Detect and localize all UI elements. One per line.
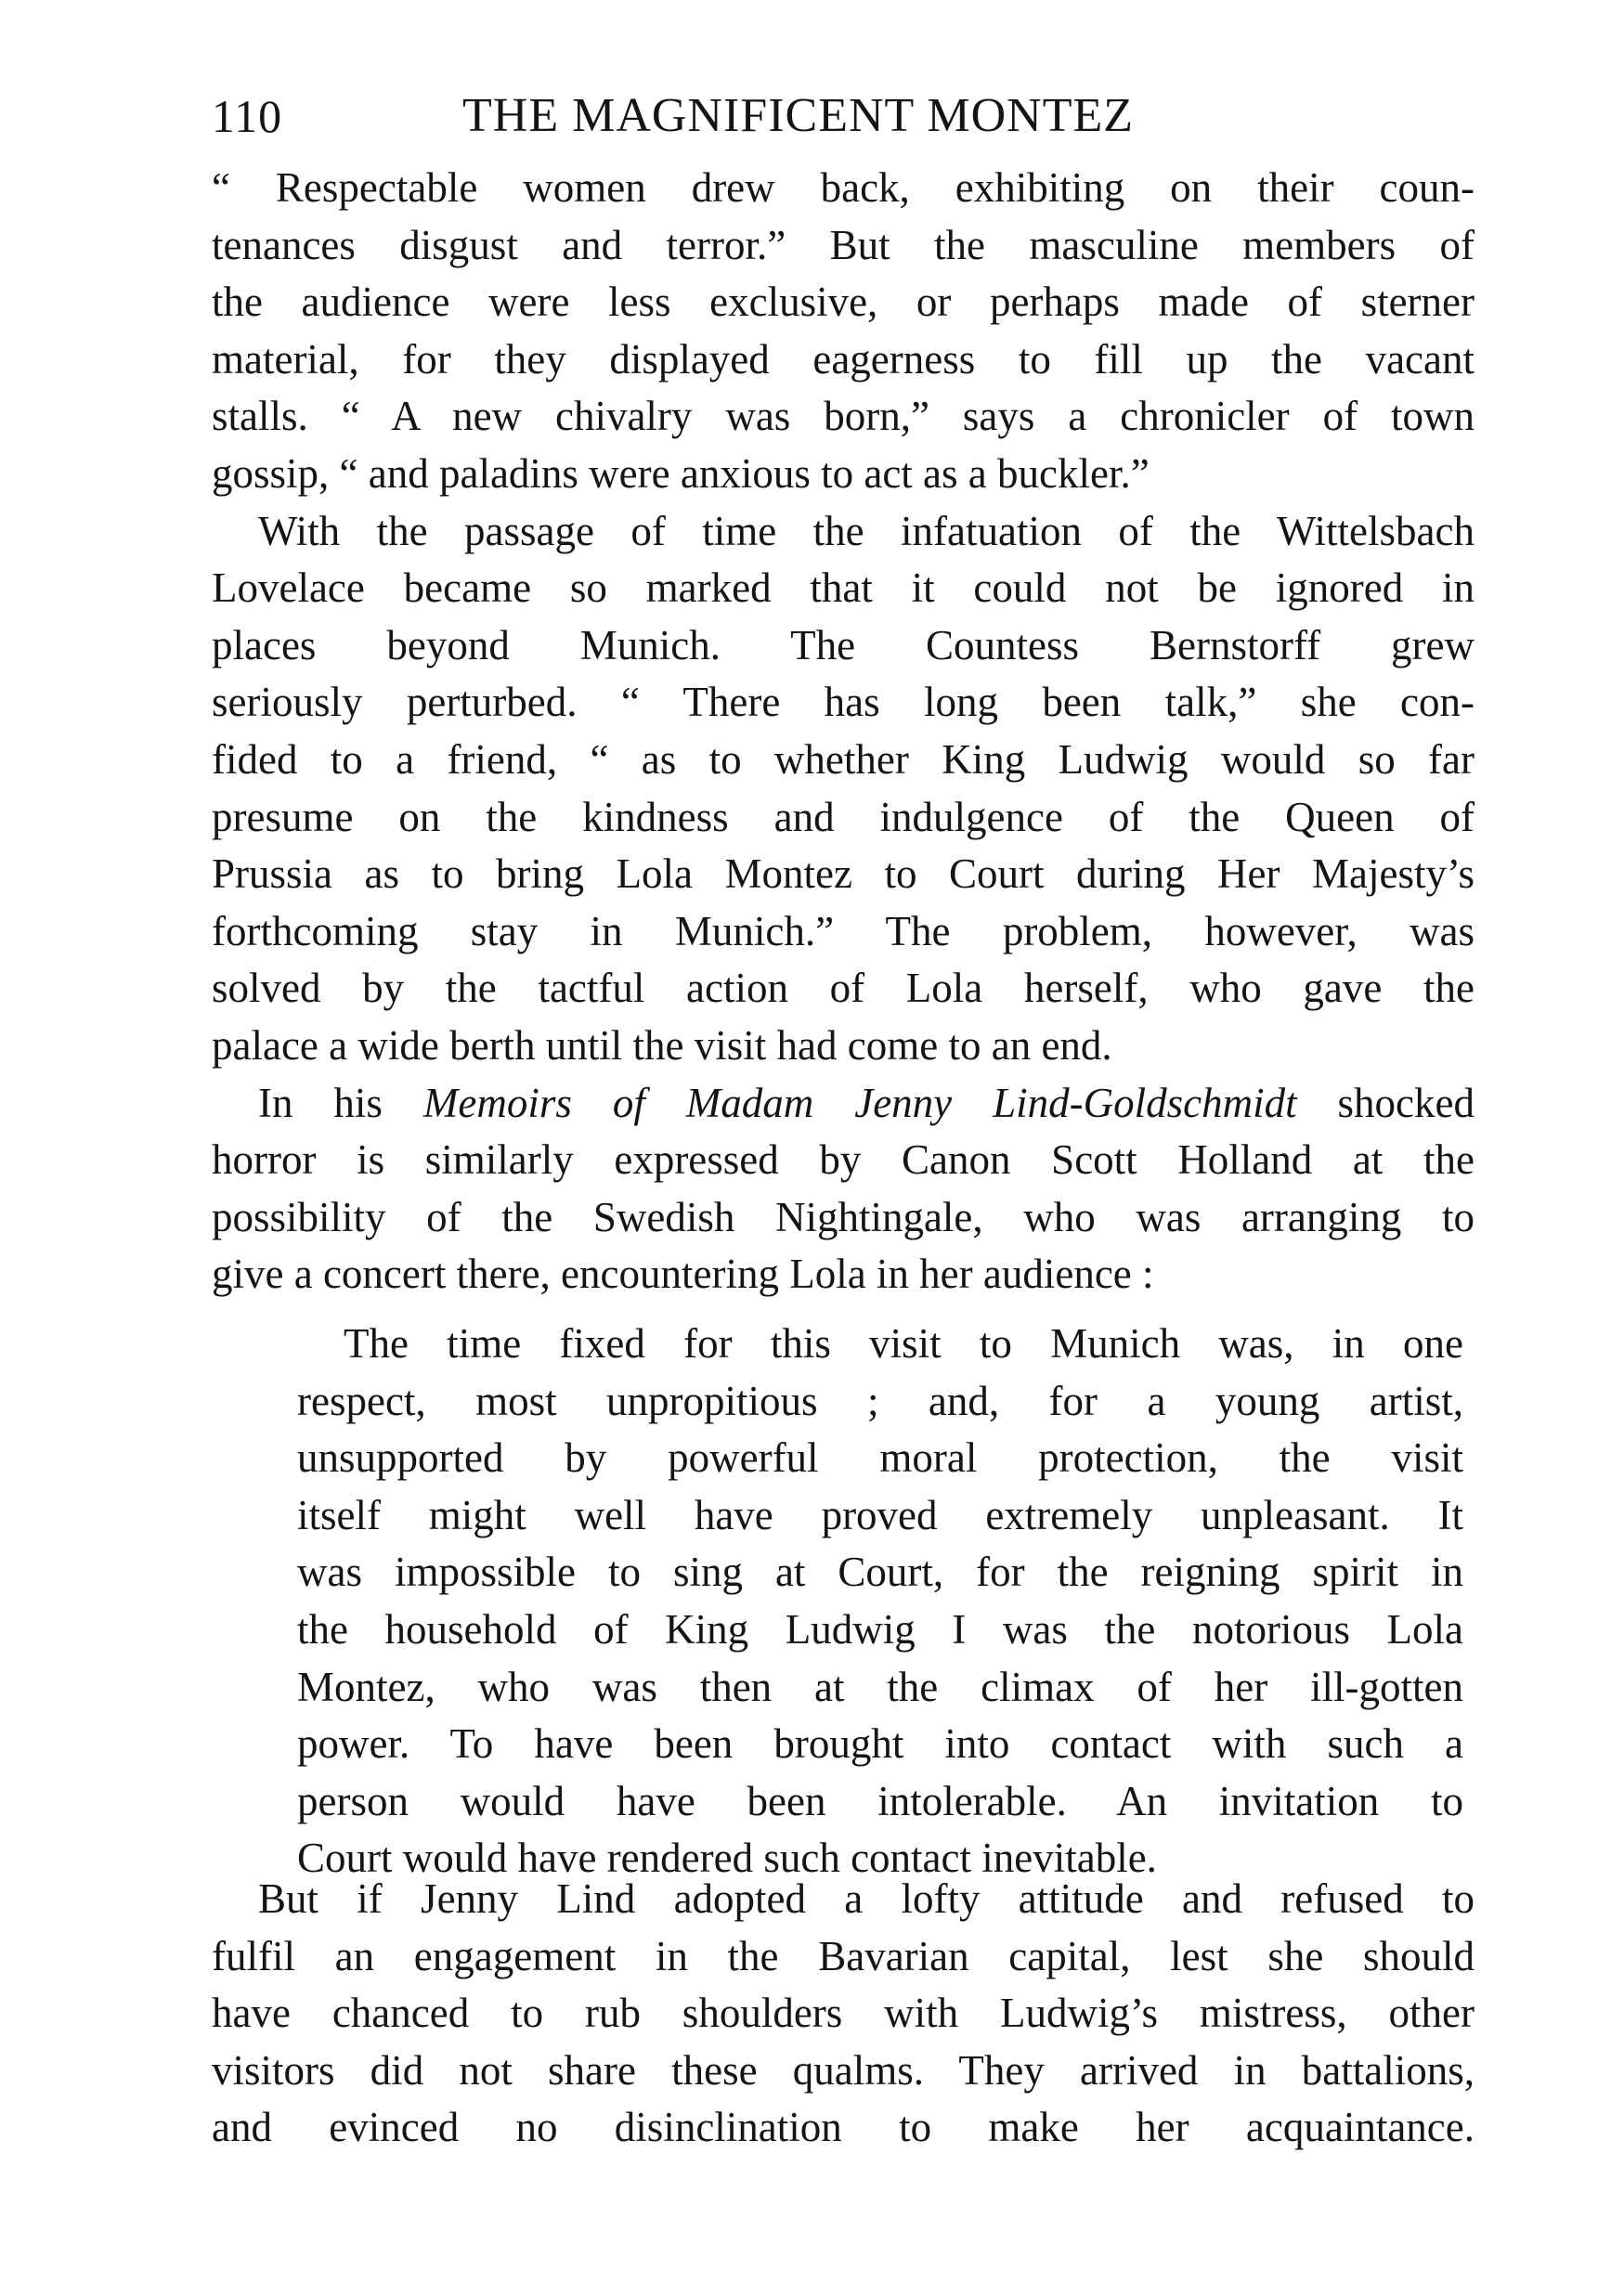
text-line: forthcoming stay in Munich.” The problem, however, was (212, 907, 1475, 954)
text-line: places beyond Munich. The Countess Bernstorff grew (212, 621, 1475, 668)
text-line: “ Respectable women drew back, exhibiting on their coun- (212, 164, 1475, 211)
text-line: visitors did not share these qualms. They arrived in battalions, (212, 2046, 1475, 2094)
text-line: With the passage of time the infatuation of the Wittelsbach (258, 507, 1475, 554)
paragraph-1 (212, 160, 1475, 503)
running-head: THE MAGNIFICENT MONTEZ (462, 89, 1134, 142)
text-line: stalls. “ A new chivalry was born,” says a chronicler of town (212, 393, 1475, 440)
paragraph-2 (212, 503, 1475, 1075)
quote-line: Court would have rendered such contact inevitable. (297, 1835, 1157, 1882)
text-line: Lovelace became so marked that it could not be ignored in (212, 564, 1475, 612)
text-line: seriously perturbed. “ There has long been talk,” she con- (212, 679, 1475, 726)
text-line: the audience were less exclusive, or perhaps made of sterner (212, 279, 1475, 326)
text-line: But if Jenny Lind adopted a lofty attitude and refused to (258, 1875, 1475, 1922)
text-line: palace a wide berth until the visit had come to an end. (212, 1021, 1112, 1069)
text-line: fided to a friend, “ as to whether King Ludwig would so far (212, 735, 1475, 783)
body-text (212, 160, 1475, 1304)
text-line: horror is similarly expressed by Canon Scott Holland at the (212, 1136, 1475, 1184)
text-line: fulfil an engagement in the Bavarian capital, lest she should (212, 1932, 1475, 1979)
text-line: have chanced to rub shoulders with Ludwig’s mistress, other (212, 1990, 1475, 2037)
text-line: presume on the kindness and indulgence of the Queen of (212, 793, 1475, 840)
text-line: tenances disgust and terror.” But the masculine members of (212, 221, 1475, 268)
block-quotation (297, 1316, 1463, 1887)
quote-line: the household of King Ludwig I was the notorious Lola (297, 1605, 1463, 1653)
book-title: Memoirs of Madam Jenny Lind-Goldschmidt (422, 1079, 1297, 1126)
text-line: Prussia as to bring Lola Montez to Court during Her Majesty’s (212, 850, 1475, 898)
text-line: give a concert there, encountering Lola in her audience : (212, 1251, 1154, 1298)
quote-line: The time fixed for this visit to Munich was, in one (344, 1320, 1463, 1367)
text-line: gossip, “ and paladins were anxious to act as a buckler.” (212, 449, 1150, 497)
text-line: and evinced no disinclination to make her acquaintance. (212, 2104, 1475, 2151)
quote-line: power. To have been brought into contact with such a (297, 1720, 1463, 1768)
text-line: possibility of the Swedish Nightingale, who was arranging to (212, 1193, 1475, 1240)
page-number: 110 (212, 90, 283, 142)
quote-line: person would have been intolerable. An invitation to (297, 1777, 1463, 1824)
quote-line: was impossible to sing at Court, for the reigning spirit in (297, 1549, 1463, 1596)
paragraph-3 (212, 1075, 1475, 1304)
closing-paragraph (212, 1871, 1475, 2157)
text-fragment: shocked (1296, 1079, 1475, 1126)
quote-line: unsupported by powerful moral protection, the visit (297, 1434, 1463, 1482)
quote-line: Montez, who was then at the climax of her ill-gotten (297, 1663, 1463, 1710)
text-line: solved by the tactful action of Lola herself, who gave the (212, 965, 1475, 1012)
quote-line: itself might well have proved extremely unpleasant. It (297, 1491, 1463, 1538)
text-line (212, 1075, 1475, 1133)
text-line: material, for they displayed eagerness to fill up the vacant (212, 335, 1475, 383)
page-header (212, 84, 1475, 149)
quote-line: respect, most unpropitious ; and, for a young artist, (297, 1377, 1463, 1424)
text-fragment: In his (258, 1079, 423, 1126)
